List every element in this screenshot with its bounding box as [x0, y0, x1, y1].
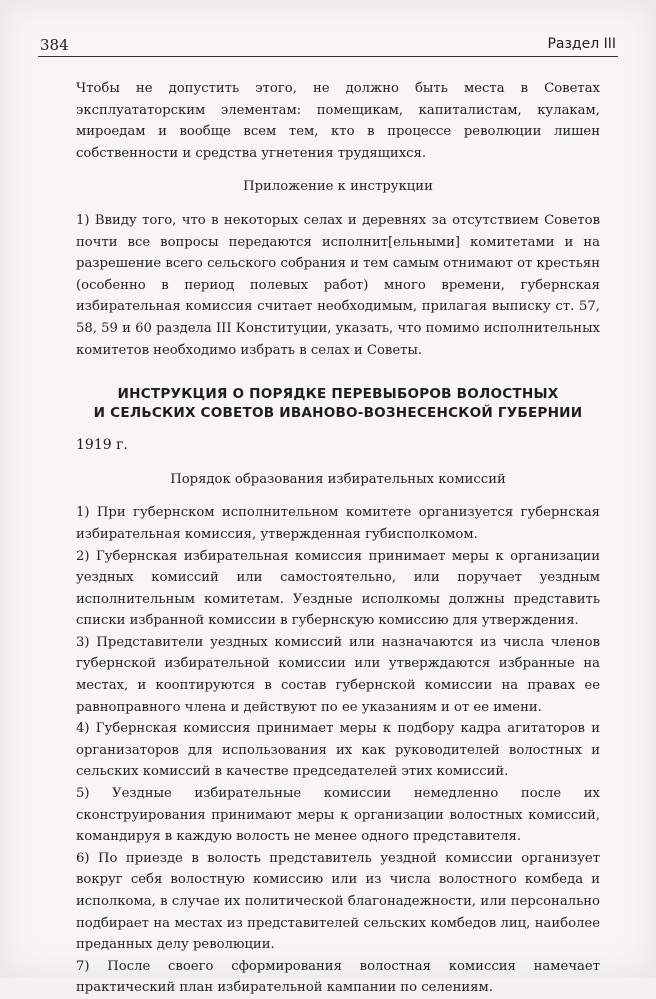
list-item: 2) Губернская избирательная комиссия принимает меры к организации уездных комиссий или самостоятельно, или поручает уездным исполнительным комитетам. Уездные исполкомы должны представить списки избранной комиссии в губернскую комиссию для утверждения. [76, 548, 600, 629]
instruction-heading [76, 385, 600, 423]
list-item: 7) После своего сформирования волостная комиссия намечает практический план избирательной кампании по селениям. [76, 958, 600, 996]
list-item: 6) По приезде в волость представитель уездной комиссии организует вокруг себя волостную комиссию или из числа волостного комбеда и исполкома, в случае их политической благонадежности, или персонально подбирает на местах из представителей сельских комбедов лиц, наиболее преданных делу революции. [76, 850, 600, 953]
instruction-heading-line-2: И СЕЛЬСКИХ СОВЕТОВ ИВАНОВО-ВОЗНЕСЕНСКОЙ ГУБЕРНИИ [93, 405, 583, 422]
instruction-heading-line-1: ИНСТРУКЦИЯ О ПОРЯДКЕ ПЕРЕВЫБОРОВ ВОЛОСТНЫХ [117, 386, 559, 403]
appendix-paragraph: 1) Ввиду того, что в некоторых селах и деревнях за отсутствием Советов почти все вопросы передаются исполнит[ельными] комитетами и на разрешение всего сельского собрания и тем самым отнимают от крестьян (особенно в период полевых работ) много времени, губернская избирательная комиссия считает необходимым, прилагая выписку ст. 57, 58, 59 и 60 раздела III Конституции, указать, что помимо исполнительных комитетов необходимо избрать в селах и Советы. [76, 212, 600, 358]
section-label: Раздел III [547, 36, 616, 52]
page-number: 384 [40, 36, 69, 54]
list-item: 5) Уездные избирательные комиссии немедленно после их сконструирования принимают меры к организации волостных комиссий, командируя в каждую волость не менее одного представителя. [76, 786, 600, 845]
intro-paragraph: Чтобы не допустить этого, не должно быть места в Советах эксплуататорским элементам: помещикам, капиталистам, кулакам, мироедам и вообще всем тем, кто в процессе революции лишен собственности и средства угнетения трудящихся. [76, 81, 600, 161]
document-year: 1919 г. [76, 437, 128, 454]
subsection-title: Порядок образования избирательных комиссий [170, 471, 506, 487]
header-rule [38, 56, 618, 57]
list-item: 3) Представители уездных комиссий или назначаются из числа членов губернской избирательной комиссии или утверждаются избранные на местах, и кооптируются в состав губернской комиссии на правах ее равноправного члена и действуют по ее указаниям и от ее имени. [76, 634, 600, 715]
list-item: 1) При губернском исполнительном комитете организуется губернская избирательная комиссия, утвержденная губисполкомом. [76, 505, 600, 542]
page-body [76, 78, 600, 999]
appendix-title: Приложение к инструкции [243, 179, 433, 195]
list-item: 4) Губернская комиссия принимает меры к подбору кадра агитаторов и организаторов для использования их как руководителей волостных и сельских комиссий в качестве председателей этих комиссий. [76, 721, 600, 780]
